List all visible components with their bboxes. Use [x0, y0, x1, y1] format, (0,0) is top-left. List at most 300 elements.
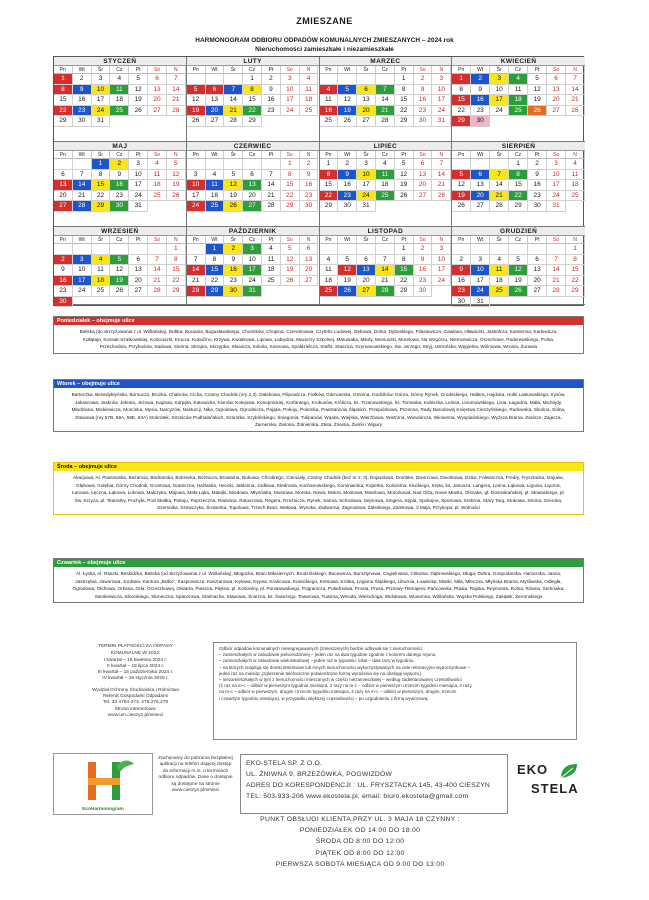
day-cell: 15: [395, 265, 414, 276]
payment-q1: I kwartał – 15 kwietnia 2024 r.: [103, 657, 168, 663]
day-cell: 4: [320, 85, 339, 96]
empty-day-cell: [490, 159, 509, 170]
day-cell: 9: [414, 255, 433, 266]
weekday-header: Cz: [243, 151, 262, 159]
day-cell: 18: [320, 106, 339, 117]
weekday-header: N: [300, 236, 319, 244]
day-cell: 1: [395, 74, 414, 85]
day-cell: 18: [300, 95, 319, 106]
day-cell: 8: [54, 85, 73, 96]
day-cell: 19: [528, 95, 547, 106]
weekday-header: Pn: [320, 66, 339, 74]
day-cell: 10: [92, 85, 111, 96]
app-promo-text: Zachęcamy do pobrania bezpłatnej aplikacji na telefon dającej dostęp do informacji m.in. o terminach odbioru odpadów. Dane o dostępie są dostępne na stronie www.cieszyn.pl/smieci: [158, 756, 233, 794]
day-cell: 4: [300, 74, 319, 85]
day-cell: 31: [357, 201, 376, 212]
day-cell: 20: [528, 276, 547, 287]
day-cell: 11: [320, 265, 339, 276]
company-contact: TEL: 503-933-206 www.ekostela.pl, email: biuro.ekostela@gmail.com: [246, 793, 469, 800]
day-cell: 21: [224, 106, 243, 117]
empty-day-cell: [338, 244, 357, 255]
day-cell: 24: [432, 276, 451, 287]
day-cell: 17: [281, 95, 300, 106]
weekday-header: N: [167, 236, 186, 244]
day-cell: 15: [452, 95, 471, 106]
day-cell: 7: [376, 255, 395, 266]
day-cell: 7: [376, 85, 395, 96]
day-cell: 28: [262, 201, 281, 212]
weekday-header: So: [281, 66, 300, 74]
day-cell: 20: [206, 106, 225, 117]
empty-day-cell: [206, 159, 225, 170]
weekday-header: Wt: [206, 151, 225, 159]
day-cell: 4: [490, 255, 509, 266]
day-cell: 5: [224, 170, 243, 181]
month-grid: [54, 151, 186, 212]
day-cell: 24: [432, 106, 451, 117]
day-cell: 21: [547, 276, 566, 287]
day-cell: 10: [357, 170, 376, 181]
day-cell: 28: [376, 286, 395, 297]
day-cell: 7: [167, 74, 186, 85]
app-name: EcoHarmonogram: [82, 807, 124, 812]
day-cell: 29: [243, 116, 262, 127]
day-cell: 3: [490, 74, 509, 85]
day-cell: 1: [54, 74, 73, 85]
weekday-header: So: [414, 151, 433, 159]
day-cell: 17: [490, 95, 509, 106]
thursday-label: Czwartek – obejmuje ulice: [54, 559, 583, 567]
day-cell: 19: [338, 276, 357, 287]
day-cell: 15: [92, 180, 111, 191]
day-cell: 2: [300, 159, 319, 170]
day-cell: 12: [224, 180, 243, 191]
day-cell: 11: [509, 85, 528, 96]
empty-day-cell: [187, 244, 206, 255]
day-cell: 1: [281, 159, 300, 170]
day-cell: 8: [320, 170, 339, 181]
day-cell: 16: [300, 180, 319, 191]
day-cell: 30: [414, 116, 433, 127]
weekday-header: N: [167, 66, 186, 74]
weekday-header: So: [414, 66, 433, 74]
weekday-header: N: [167, 151, 186, 159]
wednesday-streets: Akacjowa, Al. Piastowska, Bażancia, Bednarska, Bobrecka, Bóżnicza, Browarna, Bukowa, Chrobrego, Cienciały, Czarny Chodnik (bez nr 2, 3), Dojazdowa, Dombke, Dworcowa, Dworkowa, Dzika, Folwarczna, Fredry, Frysztacka, Gajowa, Głębowa, Gołębia, Górny Chodnik, Gruntowa, Graniczna, Hażlaska, Hecnki, Jabłonna, Jodłowa, Kledronia, Kochanowskiego, Kominiarska, Koperka, Kościelna, Kluckiego, Kręta, ks. Janusza, Langera, Leśna, Łąkowa, Ligonia, Łączna, Łanowa, Łęczna, Łąkowa, Łukowa, Malczyka, Majowa, Mała Łąka, Matejki, Miodowa, Młynówka, Mostowa, Morska, Nowa, Mokra, Mostowa, Motelowa, Motorkowa, Nad Olzą, Nowe Miasto, Olszaka, gł. Dominikańskiej, pl. Słowackiego, pl. Św. Krzyża, pl. Teatralny, Pochyła, Pod Skałką, Pokoju, Poprzeczna, Radosna, Ratuszowa, Regera, Rzeźnicza, Rynek, Sarnia, Schodowa, Sejmowa, Singera, Sępia, Spokojna, Sportowa, Srebrna, Stary Targ, Stokowa, Strona, Szeroka, Szersnika, Szewczyka, Śrutarska, Topolowa, Trzech Braci, Wałowa, Wysoka, Zadworna, Zagrodowa, Zaleskiego, Zamkowa, 3 Maja, Przykopa, pl. Wolności: [72, 475, 565, 510]
day-cell: 26: [224, 201, 243, 212]
weekday-header: Pt: [262, 151, 281, 159]
day-cell: 3: [471, 255, 490, 266]
weekday-header: Wt: [73, 236, 92, 244]
rule-line: (1 raz na m-c – odbiór w pierwszym tygodniu miesiąca, 2 razy na m-c – odbiór w pierwszym i trzecim tygodniu miesiąca, 3 razy: [219, 683, 472, 689]
day-cell: 4: [566, 159, 585, 170]
weekday-header: So: [547, 66, 566, 74]
day-cell: 13: [471, 180, 490, 191]
day-cell: 16: [54, 276, 73, 287]
logo-text-eko: EKO: [517, 762, 549, 777]
day-cell: 10: [432, 255, 451, 266]
weekday-header: Wt: [471, 66, 490, 74]
day-cell: 20: [547, 95, 566, 106]
day-cell: 1: [243, 74, 262, 85]
day-cell: 16: [452, 276, 471, 287]
day-cell: 11: [320, 95, 339, 106]
month-name: MAJ: [54, 142, 186, 151]
rules-title: Odbiór odpadów komunalnych niesegregowanych (zmieszanych) będzie odbywał się z nieruchomości:: [219, 646, 424, 651]
month-name: MARZEC: [320, 57, 452, 66]
rule-line: na m-c – odbiór w pierwszym, drugim i trzecim tygodniu miesiąca, 4 razy na m-c – odbiór w pierwszym, drugim, trzecim: [219, 689, 457, 695]
day-cell: 3: [432, 74, 451, 85]
weekday-header: Śr: [490, 236, 509, 244]
day-cell: 12: [395, 170, 414, 181]
month-name: LISTOPAD: [320, 227, 452, 236]
day-cell: 27: [547, 106, 566, 117]
day-cell: 22: [395, 106, 414, 117]
day-cell: 18: [566, 180, 585, 191]
hours-monday: PONIEDZIAŁEK OD 14:00 DO 18:00: [299, 827, 421, 835]
day-cell: 23: [262, 106, 281, 117]
day-cell: 7: [187, 255, 206, 266]
weekday-header: Śr: [357, 66, 376, 74]
day-cell: 2: [73, 74, 92, 85]
weekday-header: Pt: [129, 236, 148, 244]
day-cell: 23: [471, 106, 490, 117]
weekday-header: Wt: [471, 151, 490, 159]
day-cell: 22: [243, 106, 262, 117]
day-cell: 14: [566, 85, 585, 96]
day-cell: 29: [54, 116, 73, 127]
weekday-header: Cz: [243, 236, 262, 244]
day-cell: 12: [129, 85, 148, 96]
month-block: [187, 227, 320, 305]
month-block: [452, 57, 585, 142]
day-cell: 16: [338, 180, 357, 191]
day-cell: 8: [509, 170, 528, 181]
day-cell: 1: [320, 159, 339, 170]
day-cell: 27: [414, 191, 433, 202]
day-cell: 21: [148, 276, 167, 287]
day-cell: 30: [528, 201, 547, 212]
month-name: LUTY: [187, 57, 319, 66]
day-cell: 31: [243, 286, 262, 297]
day-cell: 4: [376, 159, 395, 170]
weekday-header: N: [300, 66, 319, 74]
day-cell: 27: [357, 116, 376, 127]
day-cell: 15: [167, 265, 186, 276]
day-cell: 25: [320, 286, 339, 297]
day-cell: 1: [167, 244, 186, 255]
month-name: WRZESIEŃ: [54, 227, 186, 236]
day-cell: 4: [509, 74, 528, 85]
day-cell: 10: [432, 85, 451, 96]
weekday-header: Wt: [73, 151, 92, 159]
weekday-header: Pn: [187, 236, 206, 244]
empty-day-cell: [471, 244, 490, 255]
day-cell: 30: [73, 116, 92, 127]
weekday-header: Wt: [206, 66, 225, 74]
day-cell: 26: [395, 191, 414, 202]
weekday-header: Pn: [320, 151, 339, 159]
month-grid: [187, 66, 319, 127]
day-cell: 22: [281, 191, 300, 202]
day-cell: 21: [376, 106, 395, 117]
day-cell: 1: [206, 244, 225, 255]
day-cell: 11: [92, 265, 111, 276]
month-grid: [320, 66, 452, 127]
day-cell: 15: [566, 265, 585, 276]
day-cell: 30: [224, 286, 243, 297]
weekday-header: Wt: [338, 151, 357, 159]
day-cell: 20: [300, 265, 319, 276]
day-cell: 29: [566, 286, 585, 297]
day-cell: 14: [73, 180, 92, 191]
day-cell: 18: [110, 95, 129, 106]
office-phone: Tel. 33 4794-273, 275,276,278: [102, 700, 169, 706]
empty-day-cell: [92, 244, 111, 255]
day-cell: 1: [566, 244, 585, 255]
day-cell: 22: [54, 106, 73, 117]
weekday-header: Pn: [452, 236, 471, 244]
day-cell: 17: [73, 276, 92, 287]
website-link[interactable]: www.um.cieszyn.pl/smieci: [107, 712, 164, 718]
rule-line: – na których znajdują się domki letniskowe lub innych nieruchomości wykorzystywanych na cele rekreacyjno-wypoczynkowe –: [219, 664, 471, 670]
day-cell: 26: [281, 276, 300, 287]
weekday-header: N: [432, 236, 451, 244]
day-cell: 27: [357, 286, 376, 297]
weekday-header: Cz: [376, 66, 395, 74]
day-cell: 22: [509, 191, 528, 202]
day-cell: 29: [281, 201, 300, 212]
day-cell: 5: [167, 159, 186, 170]
day-cell: 2: [110, 159, 129, 170]
day-cell: 14: [376, 95, 395, 106]
day-cell: 13: [206, 95, 225, 106]
day-cell: 2: [54, 255, 73, 266]
day-cell: 25: [300, 106, 319, 117]
weekday-header: Pn: [187, 66, 206, 74]
day-cell: 16: [528, 180, 547, 191]
day-cell: 10: [281, 85, 300, 96]
day-cell: 14: [167, 85, 186, 96]
tuesday-section: [53, 379, 584, 432]
day-cell: 14: [490, 180, 509, 191]
empty-day-cell: [338, 74, 357, 85]
month-name: KWIECIEŃ: [452, 57, 585, 66]
month-grid: [320, 151, 452, 212]
day-cell: 10: [471, 265, 490, 276]
payment-title: TERMIN PŁATNOŚCI ZA ODPADY: [98, 644, 173, 649]
empty-day-cell: [490, 244, 509, 255]
company-name: EKO-STELA SP. Z O.O.: [246, 760, 323, 767]
day-cell: 3: [432, 244, 451, 255]
weekday-header: Śr: [357, 151, 376, 159]
empty-day-cell: [224, 159, 243, 170]
payment-subtitle: KOMUNALNE W 2024:: [110, 651, 161, 657]
day-cell: 9: [110, 170, 129, 181]
ecoharmonogram-logo: [53, 753, 153, 815]
day-cell: 27: [54, 201, 73, 212]
day-cell: 3: [547, 159, 566, 170]
day-cell: 29: [395, 116, 414, 127]
day-cell: 7: [490, 170, 509, 181]
day-cell: 28: [376, 116, 395, 127]
website-label: Strona internetowa:: [114, 706, 157, 712]
day-cell: 10: [243, 255, 262, 266]
day-cell: 6: [357, 85, 376, 96]
day-cell: 29: [395, 286, 414, 297]
month-block: [187, 57, 320, 142]
day-cell: 15: [54, 95, 73, 106]
weekday-header: Pn: [187, 151, 206, 159]
day-cell: 17: [357, 180, 376, 191]
department-name: Wydział Ochrony Środowiska i Rolnictwa: [92, 687, 179, 693]
month-block: [452, 227, 585, 305]
empty-day-cell: [206, 74, 225, 85]
day-cell: 20: [148, 95, 167, 106]
day-cell: 30: [414, 286, 433, 297]
day-cell: 25: [206, 201, 225, 212]
day-cell: 25: [566, 191, 585, 202]
schedule-title: HARMONOGRAM ODBIORU ODPADÓW KOMUNALNYCH ZMIESZANYCH – 2024 rok: [195, 37, 454, 44]
weekday-header: Pt: [129, 151, 148, 159]
day-cell: 25: [110, 106, 129, 117]
day-cell: 3: [357, 159, 376, 170]
day-cell: 2: [262, 74, 281, 85]
weekday-header: Pn: [320, 236, 339, 244]
day-cell: 4: [320, 255, 339, 266]
day-cell: 9: [338, 170, 357, 181]
empty-day-cell: [73, 159, 92, 170]
company-correspondence: ADRES DO KORESPONDENCJI : UL. FRYSZTACKA 145, 43-400 CIESZYN: [246, 782, 491, 789]
empty-day-cell: [224, 74, 243, 85]
day-cell: 14: [547, 265, 566, 276]
day-cell: 7: [547, 255, 566, 266]
day-cell: 13: [243, 180, 262, 191]
day-cell: 11: [148, 170, 167, 181]
month-grid: [320, 236, 452, 297]
day-cell: 6: [547, 74, 566, 85]
day-cell: 25: [92, 286, 111, 297]
day-cell: 31: [432, 116, 451, 127]
month-block: [320, 57, 453, 142]
day-cell: 11: [490, 265, 509, 276]
day-cell: 19: [509, 276, 528, 287]
day-cell: 28: [490, 201, 509, 212]
day-cell: 13: [54, 180, 73, 191]
weekday-header: N: [300, 151, 319, 159]
day-cell: 9: [262, 85, 281, 96]
day-cell: 24: [73, 286, 92, 297]
day-cell: 13: [357, 95, 376, 106]
day-cell: 12: [110, 265, 129, 276]
weekday-header: Pt: [395, 66, 414, 74]
day-cell: 2: [471, 74, 490, 85]
weekday-header: Śr: [224, 236, 243, 244]
day-cell: 29: [92, 201, 111, 212]
month-grid: [54, 236, 186, 307]
info-row: [53, 641, 584, 741]
day-cell: 19: [395, 180, 414, 191]
day-cell: 5: [528, 74, 547, 85]
empty-day-cell: [452, 159, 471, 170]
weekday-header: Pt: [262, 66, 281, 74]
weekday-header: Wt: [73, 66, 92, 74]
weekday-header: Śr: [92, 66, 111, 74]
empty-day-cell: [148, 244, 167, 255]
weekday-header: N: [566, 151, 585, 159]
day-cell: 6: [300, 244, 319, 255]
day-cell: 5: [129, 74, 148, 85]
day-cell: 24: [243, 276, 262, 287]
day-cell: 14: [148, 265, 167, 276]
weekday-header: Pt: [528, 151, 547, 159]
day-cell: 17: [243, 265, 262, 276]
weekday-header: Cz: [110, 151, 129, 159]
day-cell: 30: [338, 201, 357, 212]
day-cell: 28: [566, 106, 585, 117]
day-cell: 30: [452, 297, 471, 308]
day-cell: 15: [509, 180, 528, 191]
day-cell: 18: [148, 180, 167, 191]
day-cell: 23: [110, 191, 129, 202]
day-cell: 24: [471, 286, 490, 297]
day-cell: 5: [110, 255, 129, 266]
day-cell: 12: [187, 95, 206, 106]
day-cell: 12: [509, 265, 528, 276]
weekday-header: Cz: [110, 66, 129, 74]
day-cell: 19: [224, 191, 243, 202]
company-address: UL. ŻNIWNA 9, BRZEZÓWKA, POGWIZDÓW: [246, 771, 393, 778]
weekday-header: Cz: [243, 66, 262, 74]
weekday-header: N: [432, 66, 451, 74]
day-cell: 9: [471, 85, 490, 96]
day-cell: 18: [509, 95, 528, 106]
ecoharmonogram-icon: [54, 754, 154, 806]
day-cell: 9: [54, 265, 73, 276]
day-cell: 23: [73, 106, 92, 117]
leaf-icon: [559, 762, 579, 780]
day-cell: 24: [281, 106, 300, 117]
weekday-header: So: [148, 236, 167, 244]
weekday-header: Pn: [54, 66, 73, 74]
day-cell: 18: [92, 276, 111, 287]
day-cell: 1: [452, 74, 471, 85]
day-cell: 25: [376, 191, 395, 202]
day-cell: 7: [73, 170, 92, 181]
day-cell: 22: [167, 276, 186, 287]
day-cell: 23: [300, 191, 319, 202]
day-cell: 9: [452, 265, 471, 276]
payment-q4: IV kwartał – 15 stycznia 2025 r.: [102, 676, 169, 682]
day-cell: 26: [338, 286, 357, 297]
day-cell: 21: [73, 191, 92, 202]
day-cell: 26: [338, 116, 357, 127]
day-cell: 28: [432, 191, 451, 202]
tuesday-label: Wtorek – obejmuje ulice: [54, 380, 583, 388]
day-cell: 24: [129, 191, 148, 202]
empty-day-cell: [320, 244, 339, 255]
day-cell: 28: [148, 286, 167, 297]
day-cell: 6: [528, 255, 547, 266]
logo-text-stela: STELA: [531, 781, 579, 796]
day-cell: 25: [490, 286, 509, 297]
weekday-header: Śr: [224, 151, 243, 159]
day-cell: 29: [452, 116, 471, 127]
day-cell: 8: [395, 255, 414, 266]
empty-day-cell: [262, 159, 281, 170]
hours-friday: PIĄTEK OD 8:00 DO 12:00: [315, 849, 405, 857]
monday-label: Poniedziałek – obejmuje ulice: [54, 317, 583, 325]
day-cell: 4: [92, 255, 111, 266]
